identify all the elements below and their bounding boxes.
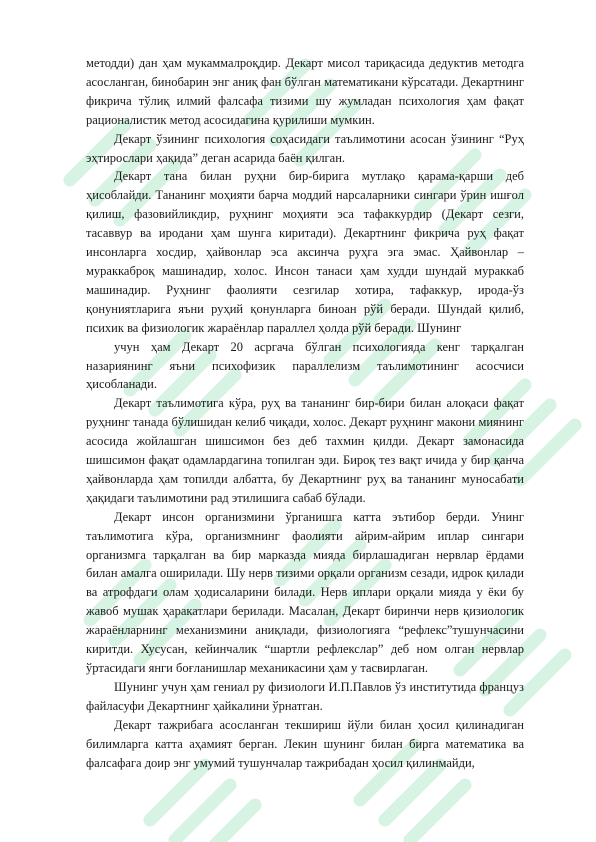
paragraph-5: Декарт таълимотига кўра, руҳ ва тананинг бир-бири билан алоқаси фақат руҳнинг танада бўлишидан келиб чиқади, холос. Декарт руҳнинг макони миянинг асосида жойлашган шишсимон без деб тахмин қилди. Декарт замонасида шишсимон фақат одамлардагина топилган эди. Бироқ тез вақт ичида у бир қанча ҳайвонларда ҳам топилди албатта, бу Декартнинг руҳ ва тананинг муносабати ҳақидаги таълимотини рад этилишига сабаб бўлади. <box>86 396 524 505</box>
paragraph-1: методди) дан ҳам мукаммалроқдир. Декарт мисол тариқасида дедуктив методга асосланган, бинобарин энг аниқ фан бўлган математикани кўрсатади. Декартнинг фикрича тўлиқ илмий фалсафа тизими шу жумладан психология ҳам фақат рационалистик метод асосидагина қурилиши мумкин. <box>86 56 524 127</box>
paragraph-4: учун ҳам Декарт 20 асргача бўлган психологияда кенг тарқалган назариянинг яъни психофизик параллелизм таълимотининг асосчиси ҳисобланади. <box>86 339 524 392</box>
paragraph-8: Декарт тажрибага асосланган текшириш йўли билан ҳосил қилинадиган билимларга катта аҳамият берган. Лекин шунинг билан бирга математика ва фалсафага доир энг умумий тушунчалар тажрибадан ҳосил қилинмайди, <box>86 717 524 770</box>
watermark-stroke <box>150 765 255 842</box>
document-page <box>86 54 524 772</box>
paragraph-2: Декарт ўзининг психология соҳасидаги таълимотини асосан ўзининг “Руҳ эҳтирослари ҳақида” деган асарида баён қилган. <box>86 131 524 165</box>
paragraph-6: Декарт инсон организмини ўрганишга катта эътибор берди. Унинг таълимотига кўра, организмнинг фаолияти айрим-айрим иплар сингари организмга тарқалган ва бир марказда мияда бирлашадиган нервлар ёрдами билан амалга оширилади. Шу нерв тизими орқали организм сезади, идрок қилади ва атрофдаги олам ҳодисаларини билади. Нерв иплари орқали мияда у ёки бу жавоб мушак ҳаракатлари берилади. Масалан, Декарт биринчи нерв қизиологик жараёнларнинг механизмини аниқлади, физиологияга “рефлекс”тушунчасини киритди. Хусусан, кейинчалик “шартли рефлекслар” деб ном олган нервлар ўртасидаги янги боғланишлар механикасини ҳам у тасвирлаган. <box>86 509 524 675</box>
paragraph-7: Шунинг учун ҳам гениал ру физиологи И.П.Павлов ўз институтида француз файласуфи Декартнинг ҳайкалини ўрнатган. <box>86 679 524 713</box>
paragraph-3: Декарт тана билан руҳни бир-бирига мутлақо қарама-қарши деб ҳисоблайди. Тананинг моҳияти барча моддий нарсаларники сингари ўрин ишғол қилиш, фазовийликдир, руҳнинг моҳияти эса тафаккурдир (Декарт сезги, тасаввур ва иродани ҳам шунга киритади). Декартнинг фикрича руҳ фақат инсонларга хосдир, ҳайвонлар эса аксинча руҳга эга эмас. Ҳайвонлар – мураккаброқ машинадир, холос. Инсон танаси ҳам худди шундай мураккаб машинадир. Руҳнинг фаолияти сезгилар хотира, тафаккур, ирода-ўз қонуниятларига яъни руҳий қонунларга биноан рўй беради. Шундай қилиб, психик ва физиологик жараёнлар параллел ҳолда рўй беради. Шунинг <box>86 169 524 335</box>
